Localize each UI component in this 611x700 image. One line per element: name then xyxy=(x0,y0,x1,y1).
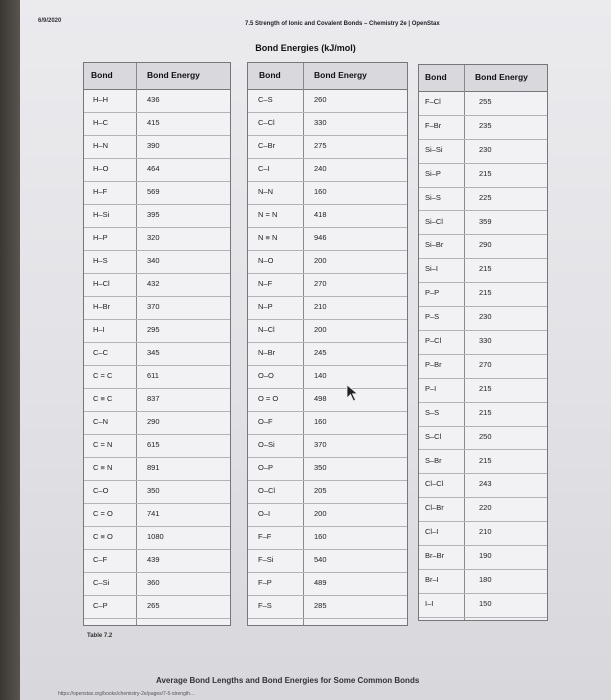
bond-cell: H–H xyxy=(93,95,109,104)
energy-cell: 275 xyxy=(314,141,327,150)
table-row xyxy=(248,227,407,251)
page-url: https://openstax.org/books/chemistry-2e/pages/7-5-strength... xyxy=(58,691,195,697)
table-row xyxy=(84,250,230,274)
bond-cell: C–Br xyxy=(258,141,276,150)
energy-cell: 1080 xyxy=(147,532,164,541)
bond-cell: N–O xyxy=(258,256,274,265)
bond-cell: C–C xyxy=(93,348,109,357)
energy-cell: 350 xyxy=(314,463,327,472)
bond-cell: H–I xyxy=(93,325,105,334)
table-row xyxy=(248,549,407,573)
table-row xyxy=(419,282,547,307)
table-row xyxy=(248,89,407,113)
energy-cell: 415 xyxy=(147,118,160,127)
bond-cell: C–Si xyxy=(93,578,110,587)
table-row xyxy=(419,234,547,259)
bond-cell: F–Cl xyxy=(425,97,441,106)
table-title: Bond Energies (kJ/mol) xyxy=(255,43,356,53)
table-row xyxy=(84,457,230,481)
table-row xyxy=(84,388,230,412)
table-row xyxy=(419,378,547,403)
bond-cell: F–S xyxy=(258,601,272,610)
bond-table-2 xyxy=(247,62,408,626)
energy-cell: 260 xyxy=(314,95,327,104)
bond-cell: C–N xyxy=(93,417,109,426)
bond-cell: Si–S xyxy=(425,192,441,202)
energy-cell: 436 xyxy=(147,95,160,104)
energy-cell: 230 xyxy=(479,144,492,154)
header-bond-energy: Bond Energy xyxy=(147,70,200,80)
bond-cell: Si–Cl xyxy=(425,216,443,226)
energy-cell: 160 xyxy=(314,187,327,196)
bond-cell: Si–I xyxy=(425,264,438,274)
bond-cell: C–S xyxy=(258,95,273,104)
bond-cell: P–Br xyxy=(425,359,442,369)
bond-cell: O–Cl xyxy=(258,486,276,495)
table-row xyxy=(84,434,230,458)
bond-cell: C ≡ C xyxy=(93,394,113,403)
table-row xyxy=(248,158,407,182)
table-row xyxy=(248,434,407,458)
energy-cell: 215 xyxy=(479,168,492,178)
header-bond-energy: Bond Energy xyxy=(314,70,367,80)
energy-cell: 330 xyxy=(479,336,492,345)
table-row xyxy=(419,211,547,236)
table-row xyxy=(248,204,407,228)
bond-cell: F–Br xyxy=(425,120,442,130)
bond-cell: S–Cl xyxy=(425,431,442,441)
table-row xyxy=(248,273,407,297)
table-row xyxy=(84,549,230,573)
bond-cell: C–P xyxy=(93,601,108,610)
table-row xyxy=(248,319,407,343)
energy-cell: 200 xyxy=(314,256,327,265)
table-row xyxy=(419,521,547,546)
energy-cell: 140 xyxy=(314,371,327,380)
energy-cell: 418 xyxy=(314,210,327,219)
energy-cell: 215 xyxy=(479,288,492,298)
energy-cell: 345 xyxy=(147,348,160,357)
energy-cell: 270 xyxy=(479,359,492,369)
table-row xyxy=(84,204,230,228)
energy-cell: 190 xyxy=(479,551,492,561)
energy-cell: 180 xyxy=(479,575,492,584)
table-row xyxy=(419,473,547,498)
energy-cell: 498 xyxy=(314,394,327,403)
table-row xyxy=(84,89,230,113)
bond-table-3 xyxy=(418,64,548,621)
table-row xyxy=(84,181,230,205)
energy-cell: 340 xyxy=(147,256,160,265)
table-row xyxy=(248,503,407,527)
energy-cell: 200 xyxy=(314,509,327,518)
bond-cell: F–F xyxy=(258,532,272,541)
header-bond: Bond xyxy=(259,70,281,80)
bond-cell: Cl–Cl xyxy=(425,479,444,489)
energy-cell: 285 xyxy=(314,601,327,610)
table-row xyxy=(84,572,230,596)
table-row xyxy=(419,187,547,212)
energy-cell: 210 xyxy=(314,302,327,311)
footer-table-title: Average Bond Lengths and Bond Energies for Some Common Bonds xyxy=(156,676,420,685)
energy-cell: 220 xyxy=(479,503,492,513)
table-row xyxy=(419,497,547,522)
energy-cell: 359 xyxy=(479,216,492,226)
bond-cell: C = N xyxy=(93,440,113,449)
table-header xyxy=(248,63,407,90)
energy-cell: 215 xyxy=(479,407,492,417)
energy-cell: 320 xyxy=(147,233,160,242)
bond-cell: Si–P xyxy=(425,168,441,178)
bond-cell: H–N xyxy=(93,141,109,150)
table-row xyxy=(84,595,230,619)
desk-background xyxy=(0,0,20,700)
bond-cell: N–P xyxy=(258,302,273,311)
table-row xyxy=(419,330,547,355)
bond-cell: H–Si xyxy=(93,210,110,219)
energy-cell: 432 xyxy=(147,279,160,288)
bond-cell: H–F xyxy=(93,187,108,196)
energy-cell: 215 xyxy=(479,455,492,465)
table-row xyxy=(248,526,407,550)
energy-cell: 160 xyxy=(314,417,327,426)
bond-cell: C–I xyxy=(258,164,270,173)
energy-cell: 290 xyxy=(479,240,492,250)
energy-cell: 395 xyxy=(147,210,160,219)
table-row xyxy=(248,572,407,596)
bond-cell: S–Br xyxy=(425,455,442,465)
table-row xyxy=(248,457,407,481)
energy-cell: 215 xyxy=(479,264,492,274)
table-row xyxy=(84,411,230,435)
energy-cell: 390 xyxy=(147,141,160,150)
bond-cell: Cl–I xyxy=(425,527,439,537)
table-row xyxy=(248,181,407,205)
energy-cell: 615 xyxy=(147,440,160,449)
bond-cell: O–Si xyxy=(258,440,275,449)
bond-cell: N–Cl xyxy=(258,325,275,334)
energy-cell: 200 xyxy=(314,325,327,334)
energy-cell: 240 xyxy=(314,164,327,173)
energy-cell: 370 xyxy=(147,302,160,311)
table-row xyxy=(248,411,407,435)
bond-cell: C–F xyxy=(93,555,108,564)
bond-cell: H–S xyxy=(93,256,108,265)
bond-cell: N ≡ N xyxy=(258,233,278,242)
bond-cell: O = O xyxy=(258,394,279,403)
bond-cell: H–O xyxy=(93,164,109,173)
bond-cell: C–Cl xyxy=(258,118,275,127)
table-row xyxy=(419,569,547,594)
bond-cell: O–P xyxy=(258,463,274,472)
table-row xyxy=(248,480,407,504)
bond-cell: H–P xyxy=(93,233,108,242)
energy-cell: 741 xyxy=(147,509,160,518)
bond-cell: H–Br xyxy=(93,302,111,311)
energy-cell: 255 xyxy=(479,97,492,106)
mouse-pointer-icon xyxy=(346,384,360,402)
print-header-title: 7.5 Strength of Ionic and Covalent Bonds – Chemistry 2e | OpenStax xyxy=(245,21,440,27)
table-row xyxy=(84,503,230,527)
table-row xyxy=(84,227,230,251)
bond-cell: C ≡ O xyxy=(93,532,113,541)
bond-cell: I–I xyxy=(425,598,434,608)
energy-cell: 360 xyxy=(147,578,160,587)
energy-cell: 160 xyxy=(314,532,327,541)
bond-cell: P–Cl xyxy=(425,336,442,345)
table-row xyxy=(419,450,547,475)
energy-cell: 225 xyxy=(479,192,492,202)
energy-cell: 350 xyxy=(147,486,160,495)
energy-cell: 235 xyxy=(479,120,492,130)
table-row xyxy=(84,296,230,320)
table-row xyxy=(84,319,230,343)
bond-cell: P–I xyxy=(425,383,437,393)
energy-cell: 250 xyxy=(479,431,492,441)
table-row xyxy=(248,365,407,389)
bond-cell: P–S xyxy=(425,312,440,322)
table-row xyxy=(84,273,230,297)
header-bond: Bond xyxy=(91,70,113,80)
energy-cell: 215 xyxy=(479,383,492,393)
bond-cell: H–Cl xyxy=(93,279,110,288)
bond-cell: S–S xyxy=(425,407,440,417)
bond-cell: O–F xyxy=(258,417,273,426)
print-date: 6/9/2020 xyxy=(38,18,62,24)
bond-cell: F–Si xyxy=(258,555,274,564)
table-row xyxy=(248,296,407,320)
energy-cell: 230 xyxy=(479,312,492,322)
table-row xyxy=(84,342,230,366)
table-row xyxy=(84,526,230,550)
bond-cell: Si–Si xyxy=(425,144,443,154)
energy-cell: 946 xyxy=(314,233,327,242)
energy-cell: 891 xyxy=(147,463,160,472)
energy-cell: 540 xyxy=(314,555,327,564)
bond-table-1 xyxy=(83,62,231,626)
bond-cell: N–N xyxy=(258,187,274,196)
energy-cell: 290 xyxy=(147,417,160,426)
table-row xyxy=(419,354,547,379)
table-row xyxy=(419,593,547,618)
energy-cell: 205 xyxy=(314,486,327,495)
table-row xyxy=(248,388,407,412)
table-row xyxy=(84,480,230,504)
energy-cell: 489 xyxy=(314,578,327,587)
table-row xyxy=(419,306,547,331)
energy-cell: 330 xyxy=(314,118,327,127)
table-row xyxy=(84,158,230,182)
energy-cell: 611 xyxy=(147,371,159,380)
energy-cell: 370 xyxy=(314,440,327,449)
energy-cell: 245 xyxy=(314,348,327,357)
bond-cell: N = N xyxy=(258,210,278,219)
header-bond: Bond xyxy=(425,72,447,82)
bond-cell: C = O xyxy=(93,509,113,518)
bond-cell: N–F xyxy=(258,279,273,288)
energy-cell: 569 xyxy=(147,187,160,196)
table-row xyxy=(248,595,407,619)
table-caption: Table 7.2 xyxy=(87,633,113,639)
bond-cell: C–O xyxy=(93,486,109,495)
bond-cell: Cl–Br xyxy=(425,503,444,513)
table-row xyxy=(419,426,547,451)
bond-cell: P–P xyxy=(425,288,440,298)
bond-cell: C = C xyxy=(93,371,113,380)
header-bond-energy: Bond Energy xyxy=(475,72,528,82)
bond-cell: O–I xyxy=(258,509,271,518)
table-row xyxy=(419,139,547,164)
table-row xyxy=(419,402,547,427)
energy-cell: 837 xyxy=(147,394,160,403)
bond-cell: C ≡ N xyxy=(93,463,113,472)
bond-cell: O–O xyxy=(258,371,274,380)
energy-cell: 243 xyxy=(479,479,492,489)
bond-cell: N–Br xyxy=(258,348,276,357)
table-row xyxy=(419,91,547,116)
bond-cell: F–P xyxy=(258,578,272,587)
table-row xyxy=(419,115,547,140)
energy-cell: 464 xyxy=(147,164,160,173)
energy-cell: 270 xyxy=(314,279,327,288)
bond-cell: Br–I xyxy=(425,575,439,584)
table-row xyxy=(84,135,230,159)
energy-cell: 150 xyxy=(479,598,492,608)
table-row xyxy=(248,135,407,159)
energy-cell: 295 xyxy=(147,325,160,334)
table-row xyxy=(84,365,230,389)
energy-cell: 439 xyxy=(147,555,160,564)
bond-cell: H–C xyxy=(93,118,109,127)
table-row xyxy=(419,545,547,570)
bond-cell: Br–Br xyxy=(425,551,445,561)
table-header xyxy=(419,65,547,92)
table-row xyxy=(248,342,407,366)
table-row xyxy=(248,112,407,136)
table-row xyxy=(419,258,547,283)
table-row xyxy=(419,163,547,188)
energy-cell: 265 xyxy=(147,601,160,610)
energy-cell: 210 xyxy=(479,527,492,537)
table-row xyxy=(84,112,230,136)
table-header xyxy=(84,63,230,90)
table-row xyxy=(248,250,407,274)
bond-cell: Si–Br xyxy=(425,240,444,250)
